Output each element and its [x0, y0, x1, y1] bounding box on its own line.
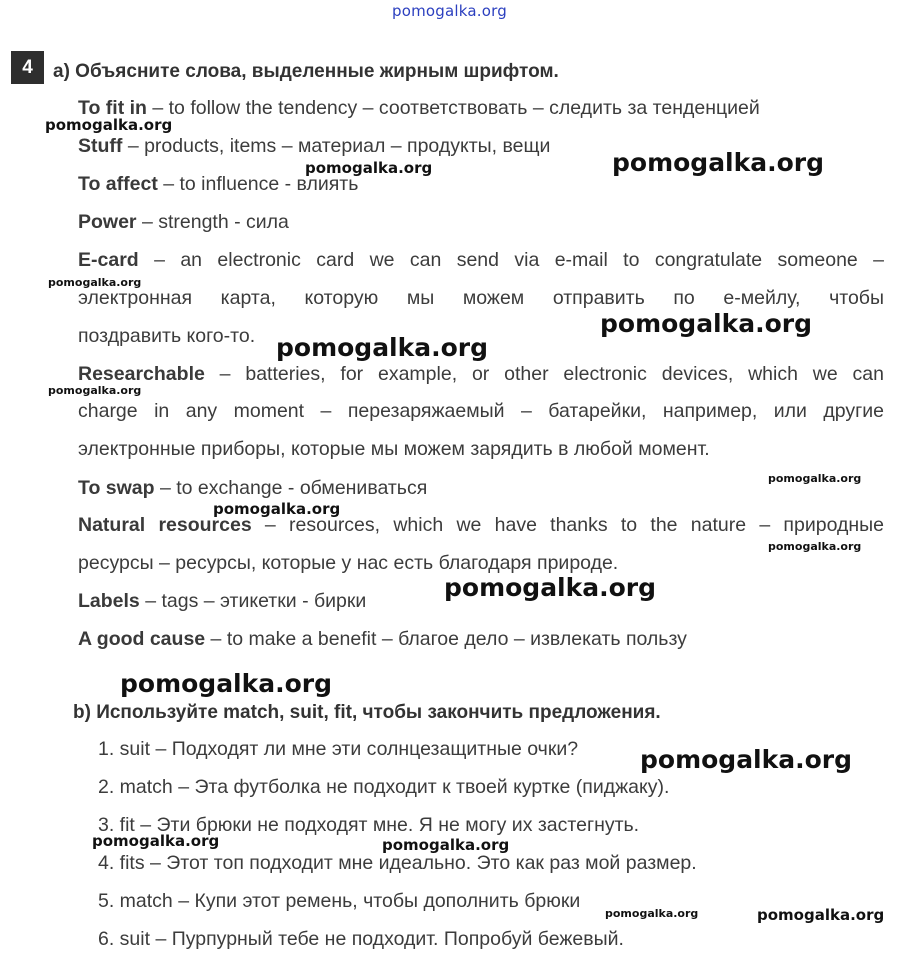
- term: E-card: [78, 249, 139, 271]
- watermark: pomogalka.org: [444, 573, 657, 602]
- entry-researchable-line2: charge in any moment – перезаряжаемый – батарейки, например, или другие: [78, 400, 884, 422]
- definition: – strength - сила: [136, 211, 289, 233]
- entry-natural-resources-line1: [78, 514, 884, 537]
- term: Labels: [78, 590, 140, 612]
- answer-item-2: 2. match – Эта футболка не подходит к твоей куртке (пиджаку).: [98, 776, 670, 798]
- term: To swap: [78, 477, 155, 499]
- answer-item-5: 5. match – Купи этот ремень, чтобы дополнить брюки: [98, 890, 581, 912]
- definition: – tags – этикетки - бирки: [139, 590, 367, 612]
- term: Natural resources: [78, 514, 252, 536]
- entry-e-card-line1: [78, 249, 884, 272]
- term: To fit in: [78, 97, 147, 119]
- term: Stuff: [78, 135, 123, 157]
- answer-item-4: 4. fits – Этот топ подходит мне идеально. Это как раз мой размер.: [98, 852, 697, 874]
- entry-stuff: [78, 135, 550, 158]
- definition: – resources, which we have thanks to the nature – природные: [251, 514, 884, 536]
- watermark: pomogalka.org: [48, 276, 142, 289]
- watermark: pomogalka.org: [768, 472, 862, 485]
- watermark: pomogalka.org: [757, 906, 885, 924]
- definition: – batteries, for example, or other electronic devices, which we can: [204, 363, 884, 385]
- entry-fit-in: [78, 97, 760, 120]
- exercise-number-badge: 4: [11, 51, 44, 84]
- entry-labels: [78, 590, 366, 613]
- watermark: pomogalka.org: [612, 148, 825, 177]
- site-header-link[interactable]: pomogalka.org: [392, 2, 507, 20]
- watermark: pomogalka.org: [605, 907, 699, 920]
- entry-natural-resources-line2: ресурсы – ресурсы, которые у нас есть благодаря природе.: [78, 552, 619, 574]
- part-a-heading: a) Объясните слова, выделенные жирным шрифтом.: [53, 61, 559, 82]
- watermark: pomogalka.org: [120, 669, 333, 698]
- definition: – to influence - влиять: [157, 173, 359, 195]
- answer-item-6: 6. suit – Пурпурный тебе не подходит. Попробуй бежевый.: [98, 928, 624, 950]
- entry-researchable-line3: электронные приборы, которые мы можем зарядить в любой момент.: [78, 438, 710, 460]
- term: Researchable: [78, 363, 205, 385]
- definition: – an electronic card we can send via e-mail to congratulate someone –: [138, 249, 884, 271]
- watermark: pomogalka.org: [382, 836, 510, 854]
- part-b-heading: b) Используйте match, suit, fit, чтобы закончить предложения.: [73, 702, 661, 723]
- term: To affect: [78, 173, 158, 195]
- watermark: pomogalka.org: [92, 832, 220, 850]
- watermark: pomogalka.org: [45, 116, 173, 134]
- answer-item-3: 3. fit – Эти брюки не подходят мне. Я не могу их застегнуть.: [98, 814, 640, 836]
- watermark: pomogalka.org: [276, 333, 489, 362]
- entry-power: [78, 211, 289, 234]
- watermark: pomogalka.org: [768, 540, 862, 553]
- definition: – to exchange - обмениваться: [154, 477, 428, 499]
- definition: – products, items – материал – продукты, вещи: [122, 135, 551, 157]
- term: Power: [78, 211, 137, 233]
- entry-e-card-line2: электронная карта, которую мы можем отправить по е-мейлу, чтобы: [78, 287, 884, 309]
- entry-a-good-cause: [78, 628, 687, 651]
- watermark: pomogalka.org: [305, 159, 433, 177]
- definition: – to make a benefit – благое дело – извлекать пользу: [205, 628, 687, 650]
- entry-researchable-line1: [78, 363, 884, 386]
- entry-to-swap: [78, 477, 427, 500]
- watermark: pomogalka.org: [213, 500, 341, 518]
- definition: – to follow the tendency – соответствовать – следить за тенденцией: [146, 97, 760, 119]
- watermark: pomogalka.org: [48, 384, 142, 397]
- answer-item-1: 1. suit – Подходят ли мне эти солнцезащитные очки?: [98, 738, 579, 760]
- term: A good cause: [78, 628, 206, 650]
- watermark: pomogalka.org: [640, 745, 853, 774]
- entry-e-card-line3: поздравить кого-то.: [78, 325, 256, 347]
- watermark: pomogalka.org: [600, 309, 813, 338]
